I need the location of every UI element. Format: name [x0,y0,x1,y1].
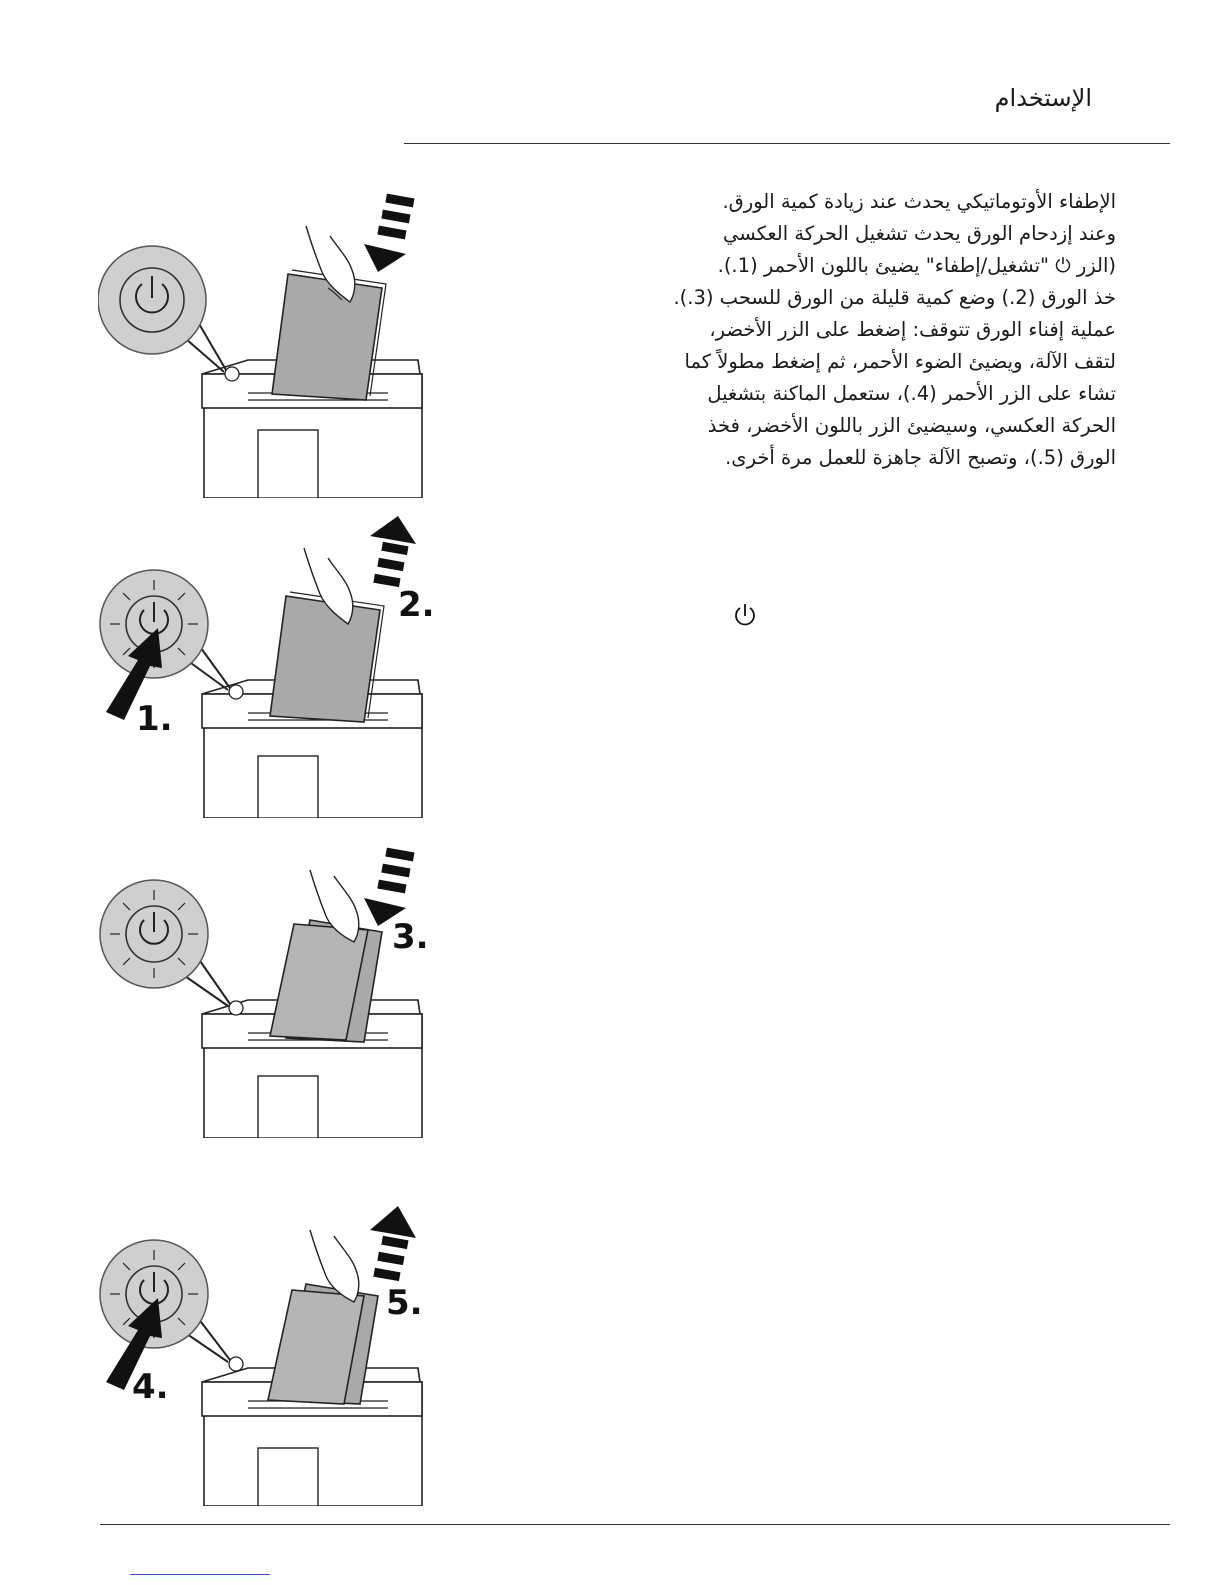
page-title: الإستخدام [994,84,1092,112]
step-label-4: 4. [132,1367,169,1407]
remove-up-arrow [370,1206,416,1281]
remove-up-arrow [370,516,416,587]
instruction-line: وعند إزدحام الورق يحدث تشغيل الحركة العكسي [722,222,1116,245]
footer-divider [100,1524,1170,1525]
instruction-line: لتقف الآلة، ويضيئ الضوء الأحمر، ثم إضغط مطولاً كما [684,350,1116,373]
shredder-figure-step-3 [98,828,438,1138]
instructions-text [600,186,1116,474]
instruction-line: الورق (5.)، وتصبح الآلة جاهزة للعمل مرة أخرى. [725,446,1116,469]
shredder-figure-auto-stop [98,188,438,498]
instruction-line: الحركة العكسي، وسيضيئ الزر باللون الأخضر، فخذ [707,414,1116,437]
paper-stack [272,270,386,400]
instruction-line: (الزر ⏻ "تشغيل/إطفاء" يضيئ باللون الأحمر (1.). [717,254,1116,277]
feed-down-arrow [364,848,414,926]
instruction-line: تشاء على الزر الأحمر (4.)، ستعمل الماكنة بتشغيل [707,382,1116,405]
header-divider [404,143,1170,144]
footer-link-underline [130,1574,270,1575]
feed-down-arrow [364,194,414,272]
power-button-callout [98,246,226,372]
paper-stack [270,592,384,722]
step-label-1: 1. [136,699,173,739]
instruction-line: خذ الورق (2.) وضع كمية قليلة من الورق للسحب (3.). [673,286,1116,309]
shredder-figure-steps-4-5 [98,1196,438,1506]
instruction-line: الإطفاء الأوتوماتيكي يحدث عند زيادة كمية الورق. [722,190,1116,213]
power-icon [732,602,758,630]
small-paper-stack [270,920,382,1042]
step-label-2: 2. [398,585,435,625]
step-label-3: 3. [392,917,429,957]
small-paper-stack [268,1284,378,1404]
shredder-figure-steps-1-2 [98,508,438,818]
step-label-5: 5. [386,1283,423,1323]
power-button-callout [100,880,230,1006]
instruction-line: عملية إفناء الورق تتوقف: إضغط على الزر الأخضر، [709,318,1116,341]
